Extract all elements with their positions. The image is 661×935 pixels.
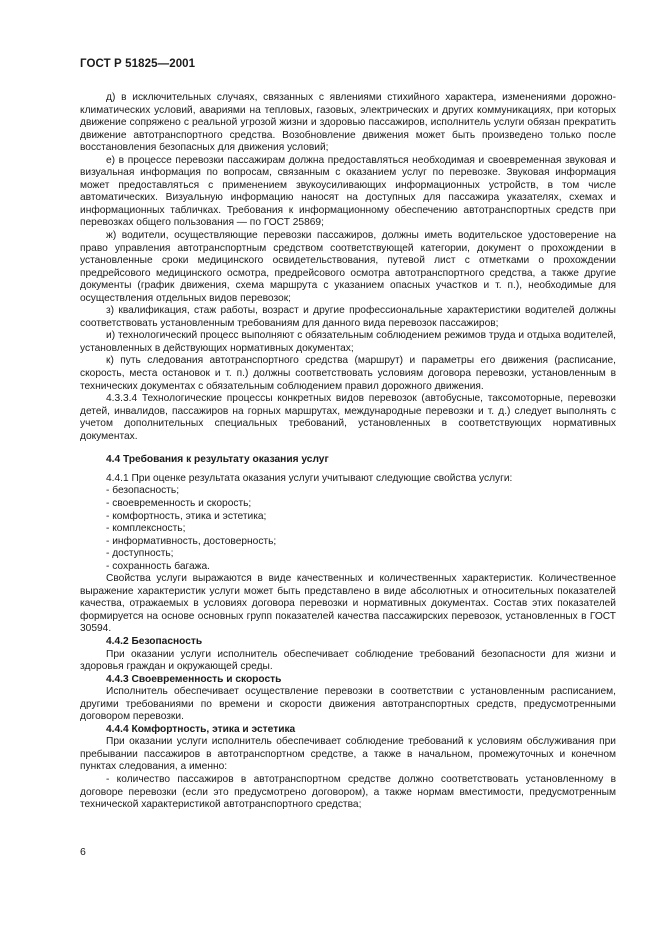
paragraph-safety: При оказании услуги исполнитель обеспечивает соблюдение требований безопасности для жизни и здоровья граждан и окружающей среды. <box>80 648 616 673</box>
list-item-luggage: - сохранность багажа. <box>106 560 210 572</box>
section-heading-4-4: 4.4 Требования к результату оказания услуг <box>106 454 329 466</box>
paragraph-comfort: При оказании услуги исполнитель обеспечивает соблюдение требований к условиям обслуживания при пребывании пассажиров в автотранспортном средстве, а также в начальном, промежуточных и конечном пунктах следования, а именно: <box>80 736 616 773</box>
list-item-timeliness: - своевременность и скорость; <box>106 497 252 509</box>
list-item-informativeness: - информативность, достоверность; <box>106 535 277 547</box>
subheading-4-4-2: 4.4.2 Безопасность <box>106 635 203 647</box>
list-item-safety: - безопасность; <box>106 485 180 497</box>
paragraph-timeliness: Исполнитель обеспечивает осуществление перевозки в соответствии с установленным расписанием, другими требованиями по времени и скорости движения автотранспортных средств, предусмотренными договором перевозки. <box>80 686 616 723</box>
subheading-4-4-4: 4.4.4 Комфортность, этика и эстетика <box>106 723 296 735</box>
document-header: ГОСТ Р 51825—2001 <box>80 58 196 70</box>
paragraph-4-4-1: 4.4.1 При оценке результата оказания услуги учитывают следующие свойства услуги: <box>106 472 513 484</box>
paragraph-e: е) в процессе перевозки пассажирам должна предоставляться необходимая и своевременная звуковая и визуальная информация по вопросам, связанным с оказанием услуг по перевозке. Звуковая информация может предоставляться с применением звукоусиливающих информационных устройств, в том числе автоматических. Визуальную информацию наносят на доступных для пассажира указателях, схемах и информационных табличках. Требования к информационному обеспечению автотранспортных средств при перевозках общего пользования — по ГОСТ 25869; <box>80 154 616 229</box>
paragraph-z: з) квалификация, стаж работы, возраст и другие профессиональные характеристики водителей должны соответствовать установленным требованиям для данного вида перевозок пассажиров; <box>80 305 616 329</box>
list-item-comfort: - комфортность, этика и эстетика; <box>106 510 267 522</box>
paragraph-i: и) технологический процесс выполняют с обязательным соблюдением режимов труда и отдыха водителей, установленных в действующих нормативных документах; <box>80 330 616 354</box>
document-body <box>80 92 616 812</box>
list-item-accessibility: - доступность; <box>106 548 174 560</box>
paragraph-properties: Свойства услуги выражаются в виде качественных и количественных характеристик. Количественное выражение характеристик услуги может быть представлено в виде абсолютных и относительных показателей качества, отражаемых в условиях договора перевозки и нормативных документах. Состав этих показателей формируется на основе основных групп показателей качества пассажирских перевозок, установленных в ГОСТ 30594. <box>80 573 616 635</box>
page-number: 6 <box>80 846 86 858</box>
paragraph-4-3-3-4: 4.3.3.4 Технологические процессы конкретных видов перевозок (автобусные, таксомоторные, перевозки детей, инвалидов, пассажиров на горных маршрутах, международные перевозки и т. д.) следует выполнять с учетом дополнительных специальных требований, установленных в соответствующих нормативных документах. <box>80 393 616 442</box>
paragraph-k: к) путь следования автотранспортного средства (маршрут) и параметры его движения (расписание, скорость, места остановок и т. п.) должны соответствовать условиям договора перевозки, установленным в технических документах с обязательным соблюдением правил дорожного движения. <box>80 355 616 392</box>
paragraph-passenger-count: - количество пассажиров в автотранспортном средстве должно соответствовать установленному в договоре перевозки (если это предусмотрено договором), а также нормам вместимости, предусмотренным технической характеристикой автотранспортного средства; <box>80 773 616 811</box>
paragraph-zh: ж) водители, осуществляющие перевозки пассажиров, должны иметь водительское удостоверение на право управления автотранспортным средством соответствующей категории, документ о прохождении в установленные сроки медицинского освидетельствования, путевой лист с отметками о прохождении предрейсового медицинского осмотра, предрейсового осмотра автотранспортного средства, а также другие документы (график движения, схема маршрута с указанием опасных участков и т. п.), необходимые для осуществления отдельных видов перевозок; <box>80 230 616 304</box>
paragraph-d: д) в исключительных случаях, связанных с явлениями стихийного характера, изменениями дорожно-климатических условий, авариями на тепловых, газовых, электрических и других коммуникациях, при которых движение сопряжено с реальной угрозой жизни и здоровью пассажиров, исполнитель услуги обязан прекратить движение автотранспортного средства. Возобновление движения может быть произведено только после восстановления безопасных для движения условий; <box>80 92 616 154</box>
subheading-4-4-3: 4.4.3 Своевременность и скорость <box>106 673 282 685</box>
list-item-complexity: - комплексность; <box>106 523 186 535</box>
